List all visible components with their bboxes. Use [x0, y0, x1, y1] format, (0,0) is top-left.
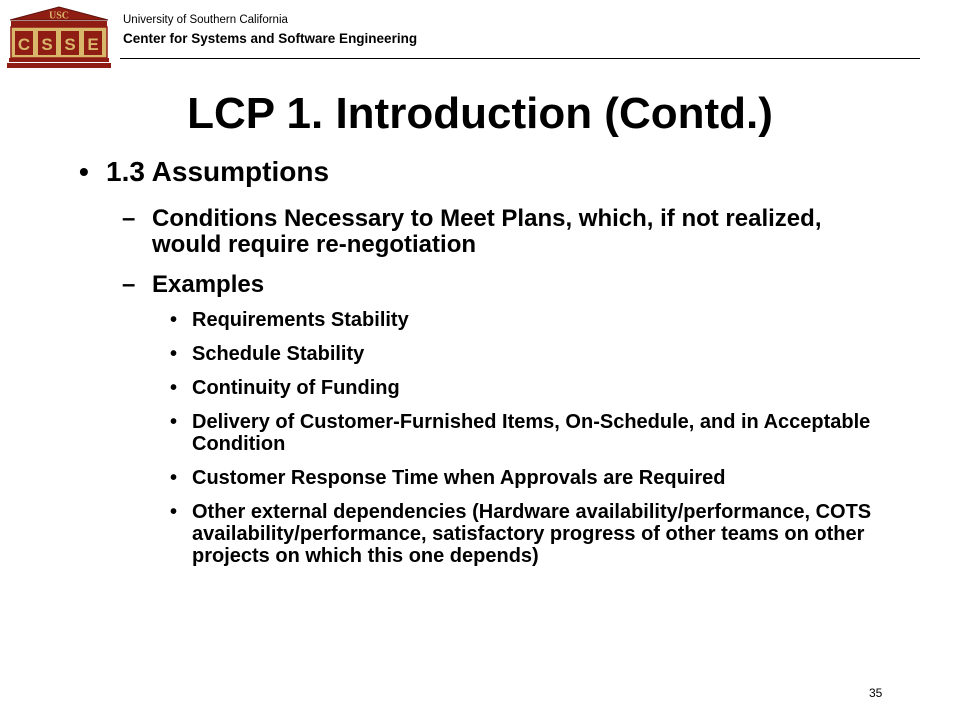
- bullet-icon: •: [79, 156, 89, 187]
- bullet-icon: •: [170, 411, 178, 433]
- list-item: [170, 343, 890, 365]
- examples-list: [170, 309, 890, 579]
- list-item: [170, 377, 890, 399]
- example-text: Continuity of Funding: [192, 377, 400, 399]
- example-text: Schedule Stability: [192, 343, 365, 365]
- list-item: [170, 467, 890, 489]
- logo-letter-s2: S: [64, 35, 76, 54]
- sub-item-text: Examples: [152, 271, 265, 298]
- bullet-icon: •: [170, 501, 178, 523]
- slide-title: LCP 1. Introduction (Contd.): [187, 89, 773, 138]
- bullet-icon: •: [170, 377, 178, 399]
- sub-item-text: Conditions Necessary to Meet Plans, which, if not realized, would require re-negotiation: [152, 205, 822, 258]
- example-text: Customer Response Time when Approvals are Required: [192, 467, 726, 489]
- page-number: 35: [869, 686, 883, 700]
- bullet-icon: •: [170, 343, 178, 365]
- section-heading-text: 1.3 Assumptions: [106, 156, 330, 187]
- org-university: University of Southern California: [123, 14, 288, 26]
- usc-csse-logo: [6, 6, 112, 70]
- example-text: Other external dependencies (Hardware availability/performance, COTS availability/performance, satisfactory progress of other teams on other projects on which this one depends): [192, 501, 872, 567]
- logo-letter-s1: S: [41, 35, 53, 54]
- list-item: [170, 501, 890, 567]
- example-text: Requirements Stability: [192, 309, 409, 331]
- logo-letter-e: E: [87, 35, 99, 54]
- logo-usc-text: USC: [48, 10, 70, 22]
- bullet-icon: •: [170, 309, 178, 331]
- sub-item-conditions: [122, 206, 882, 258]
- section-heading: [79, 155, 879, 189]
- org-center: Center for Systems and Software Engineering: [123, 31, 418, 46]
- list-item: [170, 411, 890, 455]
- list-item: [170, 309, 890, 331]
- bullet-icon: •: [170, 467, 178, 489]
- dash-icon: –: [122, 271, 136, 298]
- logo-letter-c: C: [17, 35, 31, 54]
- dash-icon: –: [122, 205, 136, 232]
- sub-item-examples: [122, 272, 882, 298]
- header-divider: [120, 58, 920, 59]
- example-text: Delivery of Customer-Furnished Items, On-Schedule, and in Acceptable Condition: [192, 411, 871, 455]
